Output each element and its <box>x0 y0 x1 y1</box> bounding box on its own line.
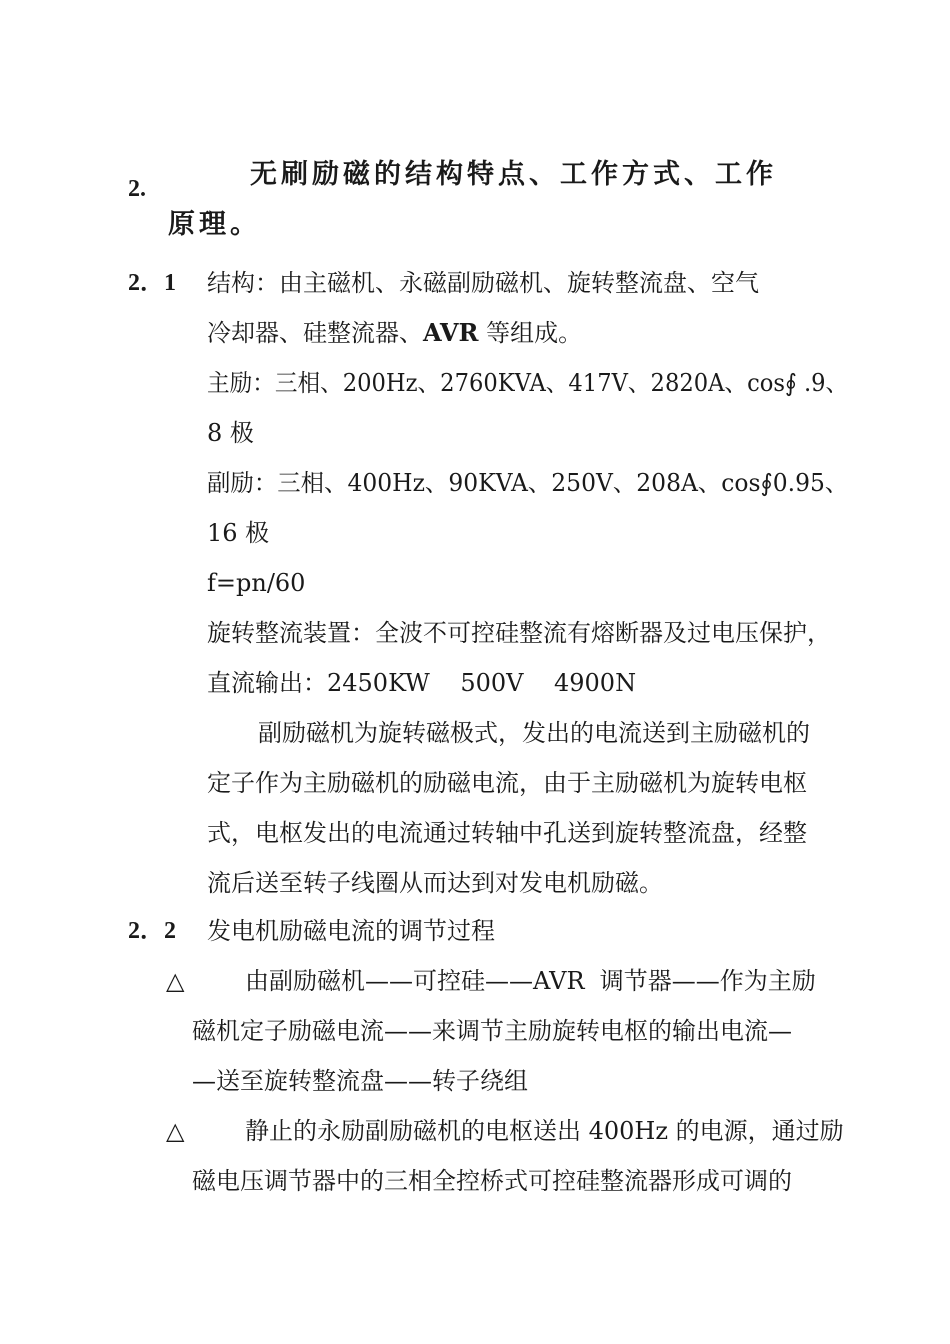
avr-label: AVR <box>423 318 479 347</box>
bullet2-line1: 静止的永励副励磁机的电枢送出 400Hz 的电源，通过励 <box>245 1117 844 1145</box>
bullet-triangle-icon: △ <box>166 967 185 995</box>
section-number: 2. <box>128 176 146 202</box>
main-exciter-specs: 主励：三相、200Hz、2760KVA、417V、2820A、cos∮ .9、 <box>207 369 849 397</box>
subsection-number-2-1: 2．1 <box>128 270 176 296</box>
bullet1-line2: 磁机定子励磁电流——来调节主励旋转电枢的输出电流— <box>192 1017 792 1045</box>
frequency-formula: f=pn/60 <box>207 569 306 597</box>
structure-line2-c: 等组成。 <box>478 319 583 347</box>
structure-line2-a: 冷却器、硅整流器、 <box>207 319 423 347</box>
structure-line2 <box>207 318 582 348</box>
section-title-line1: 无刷励磁的结构特点、工作方式、工作 <box>250 159 777 190</box>
structure-line1: 结构：由主磁机、永磁副励磁机、旋转整流盘、空气 <box>207 269 759 297</box>
dc-output: 直流输出：2450KW 500V 4900N <box>207 669 637 697</box>
sub-exciter-poles: 16 极 <box>207 519 270 547</box>
bullet1-line3: —送至旋转整流盘——转子绕组 <box>192 1067 528 1095</box>
bullet1-line1: 由副励磁机——可控硅——AVR 调节器——作为主励 <box>245 967 816 995</box>
sub-exciter-specs: 副励：三相、400Hz、90KVA、250V、208A、cos∮0.95、 <box>207 469 849 497</box>
rectifier-description: 旋转整流装置：全波不可控硅整流有熔断器及过电压保护， <box>207 619 831 647</box>
paragraph-line3: 式，电枢发出的电流通过转轴中孔送到旋转整流盘，经整 <box>207 819 807 847</box>
bullet2-line2: 磁电压调节器中的三相全控桥式可控硅整流器形成可调的 <box>192 1167 792 1195</box>
section-title-line2: 原理。 <box>168 209 261 240</box>
paragraph-line2: 定子作为主励磁机的励磁电流，由于主励磁机为旋转电枢 <box>207 769 807 797</box>
subsection-number-2-2: 2．2 <box>128 918 176 944</box>
paragraph-line4: 流后送至转子线圈从而达到对发电机励磁。 <box>207 869 663 897</box>
paragraph-line1: 副励磁机为旋转磁极式，发出的电流送到主励磁机的 <box>258 719 810 747</box>
bullet-triangle-icon: △ <box>166 1117 185 1145</box>
subsection-title-2-2: 发电机励磁电流的调节过程 <box>207 917 495 945</box>
main-exciter-poles: 8 极 <box>207 419 254 447</box>
